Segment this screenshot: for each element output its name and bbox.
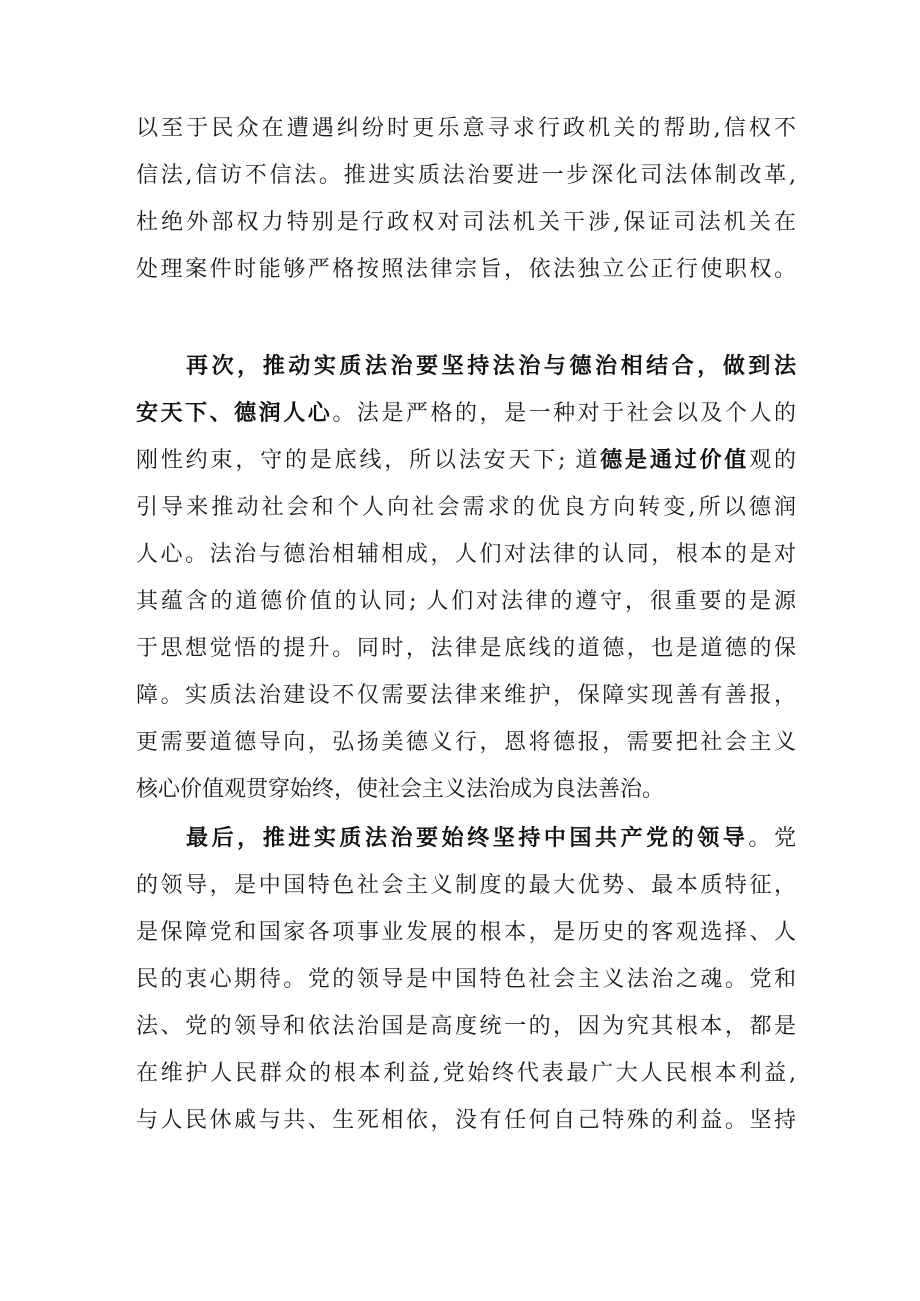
- paragraph-1-line-3: [136, 205, 796, 241]
- text-run: 其蕴含的道德价值的认同; 人们对法律的遵守，很重要的是源: [136, 589, 796, 614]
- bold-run: 德是通过价值: [600, 448, 750, 473]
- text-run: 核心价值观贯穿始终，使社会主义法治成为良法善治。: [136, 777, 665, 802]
- paragraph-3-line-4: [136, 962, 796, 998]
- text-run: 更需要道德导向，弘扬美德义行，恩将德报，需要把社会主义: [136, 730, 796, 755]
- text-run: 民的衷心期待。党的领导是中国特色社会主义法治之魂。党和: [136, 967, 796, 992]
- paragraph-2-line-10: [136, 772, 796, 808]
- text-run: 人心。法治与德治相辅相成，人们对法律的认同，根本的是对: [136, 542, 796, 567]
- paragraph-2-line-3: [136, 443, 796, 479]
- paragraph-3-line-1: [186, 821, 796, 857]
- text-run: 于思想觉悟的提升。同时，法律是底线的道德，也是道德的保: [136, 636, 796, 661]
- paragraph-2-line-1: [186, 349, 796, 385]
- bold-run: 再次，推动实质法治要坚持法治与德治相结合，做到法: [186, 354, 796, 379]
- text-run: 观的: [749, 448, 796, 473]
- bold-run: 安天下、德润人心: [136, 401, 333, 426]
- text-run: 信法,信访不信法。推进实质法治要进一步深化司法体制改革,: [136, 163, 796, 188]
- text-run: 。法是严格的，是一种对于社会以及个人的: [332, 401, 796, 426]
- paragraph-2-line-2: [136, 396, 796, 432]
- paragraph-3-line-7: [136, 1103, 796, 1139]
- paragraph-2-line-6: [136, 584, 796, 620]
- paragraph-3-line-2: [136, 868, 796, 904]
- paragraph-2-line-9: [136, 725, 796, 761]
- bold-run: 最后，推进实质法治要始终坚持中国共产党的领导: [186, 826, 749, 851]
- text-run: 法、党的领导和依法治国是高度统一的，因为究其根本，都是: [136, 1014, 796, 1039]
- text-run: 在维护人民群众的根本利益,党始终代表最广大人民根本利益,: [136, 1061, 796, 1086]
- paragraph-2-line-7: [136, 631, 796, 667]
- paragraph-1-line-4: [136, 252, 796, 288]
- text-run: 障。实质法治建设不仅需要法律来维护，保障实现善有善报，: [136, 683, 796, 708]
- paragraph-2-line-4: [136, 490, 796, 526]
- text-run: 刚性约束，守的是底线，所以法安天下; 道: [136, 448, 601, 473]
- paragraph-3-line-3: [136, 915, 796, 951]
- text-run: 杜绝外部权力特别是行政权对司法机关干涉,保证司法机关在: [136, 210, 796, 235]
- paragraph-2-line-8: [136, 678, 796, 714]
- text-run: 。党: [748, 826, 796, 851]
- text-run: 的领导，是中国特色社会主义制度的最大优势、最本质特征，: [136, 873, 796, 898]
- paragraph-1-line-1: [136, 111, 796, 147]
- text-run: 以至于民众在遭遇纠纷时更乐意寻求行政机关的帮助,信权不: [136, 116, 796, 141]
- paragraph-3-line-5: [136, 1009, 796, 1045]
- text-run: 处理案件时能够严格按照法律宗旨，依法独立公正行使职权。: [136, 257, 796, 282]
- paragraph-1-line-2: [136, 158, 796, 194]
- text-run: 是保障党和国家各项事业发展的根本，是历史的客观选择、人: [136, 920, 796, 945]
- paragraph-2-line-5: [136, 537, 796, 573]
- text-run: 引导来推动社会和个人向社会需求的优良方向转变,所以德润: [136, 495, 796, 520]
- text-run: 与人民休戚与共、生死相依，没有任何自己特殊的利益。坚持: [136, 1108, 796, 1133]
- paragraph-3-line-6: [136, 1056, 796, 1092]
